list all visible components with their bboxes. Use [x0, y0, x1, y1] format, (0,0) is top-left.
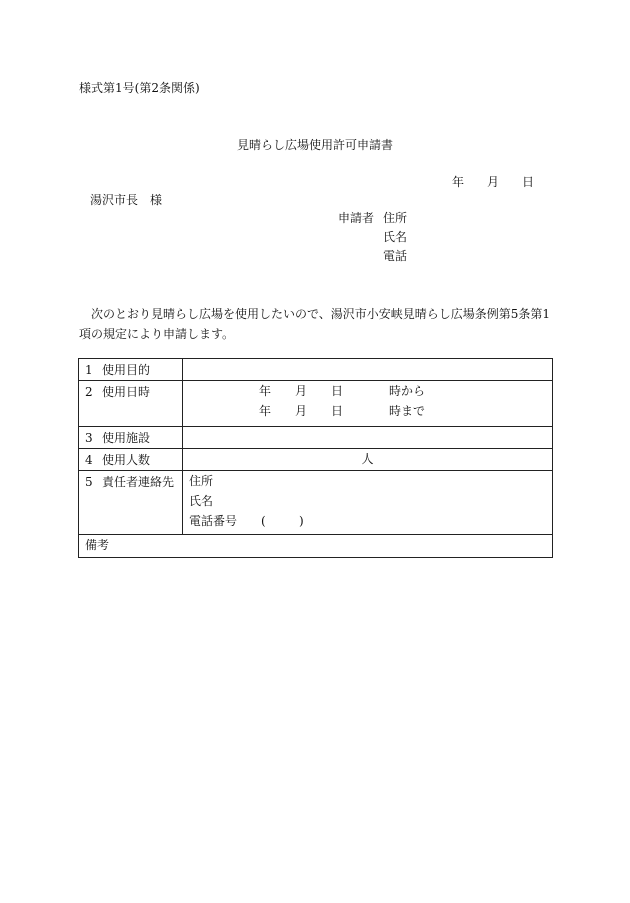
start-time-label: 時から — [389, 384, 426, 398]
date-day-label: 日 — [522, 175, 535, 189]
phone-paren-close: ) — [299, 514, 304, 528]
start-month-label: 月 — [295, 384, 308, 398]
facility-label: 使用施設 — [102, 431, 151, 445]
applicant-label: 申請者 — [338, 211, 375, 225]
people-unit-label: 人 — [361, 452, 374, 466]
people-number: 4 — [85, 453, 93, 467]
applicant-phone-label: 電話 — [383, 249, 408, 263]
applicant-address-label: 住所 — [383, 211, 408, 225]
table-row-datetime — [79, 381, 553, 427]
people-label-cell — [79, 449, 183, 471]
purpose-label-cell — [79, 359, 183, 381]
purpose-label: 使用目的 — [102, 363, 151, 377]
datetime-number: 2 — [85, 385, 93, 399]
facility-number: 3 — [85, 431, 93, 445]
datetime-field[interactable] — [183, 381, 553, 427]
start-day-label: 日 — [331, 384, 344, 398]
end-time-label: 時まで — [389, 404, 426, 418]
document-title: 見晴らし広場使用許可申請書 — [236, 138, 393, 152]
form-number: 様式第1号(第2条関係) — [79, 81, 200, 95]
remarks-label: 備考 — [85, 538, 110, 552]
datetime-label: 使用日時 — [102, 385, 151, 399]
date-year-label: 年 — [452, 175, 465, 189]
contact-name-label: 氏名 — [189, 494, 214, 508]
table-row-purpose — [79, 359, 553, 381]
phone-paren-open: ( — [261, 514, 266, 528]
application-table — [78, 358, 553, 558]
end-day-label: 日 — [331, 404, 344, 418]
start-year-label: 年 — [259, 384, 272, 398]
facility-label-cell — [79, 427, 183, 449]
contact-address-label: 住所 — [189, 474, 214, 488]
contact-number: 5 — [85, 475, 93, 489]
table-row-facility — [79, 427, 553, 449]
datetime-start-line — [189, 381, 546, 401]
datetime-label-cell — [79, 381, 183, 427]
purpose-number: 1 — [85, 363, 93, 377]
date-month-label: 月 — [487, 175, 500, 189]
contact-label-cell — [79, 471, 183, 535]
table-row-remarks — [79, 535, 553, 558]
datetime-end-line — [189, 401, 546, 421]
contact-phone-label: 電話番号 — [189, 514, 238, 528]
table-row-people — [79, 449, 553, 471]
people-label: 使用人数 — [102, 453, 151, 467]
contact-label: 責任者連絡先 — [102, 475, 175, 489]
contact-phone-line — [189, 511, 546, 531]
purpose-field[interactable] — [183, 359, 553, 381]
addressee: 湯沢市長 様 — [90, 193, 163, 207]
end-month-label: 月 — [295, 404, 308, 418]
end-year-label: 年 — [259, 404, 272, 418]
contact-field[interactable] — [183, 471, 553, 535]
applicant-name-label: 氏名 — [383, 230, 408, 244]
people-field[interactable] — [183, 449, 553, 471]
intro-paragraph: 次のとおり見晴らし広場を使用したいので、湯沢市小安峡見晴らし広場条例第5条第1項の規定により申請します。 — [79, 307, 551, 341]
facility-field[interactable] — [183, 427, 553, 449]
remarks-field[interactable] — [79, 535, 553, 558]
table-row-contact — [79, 471, 553, 535]
